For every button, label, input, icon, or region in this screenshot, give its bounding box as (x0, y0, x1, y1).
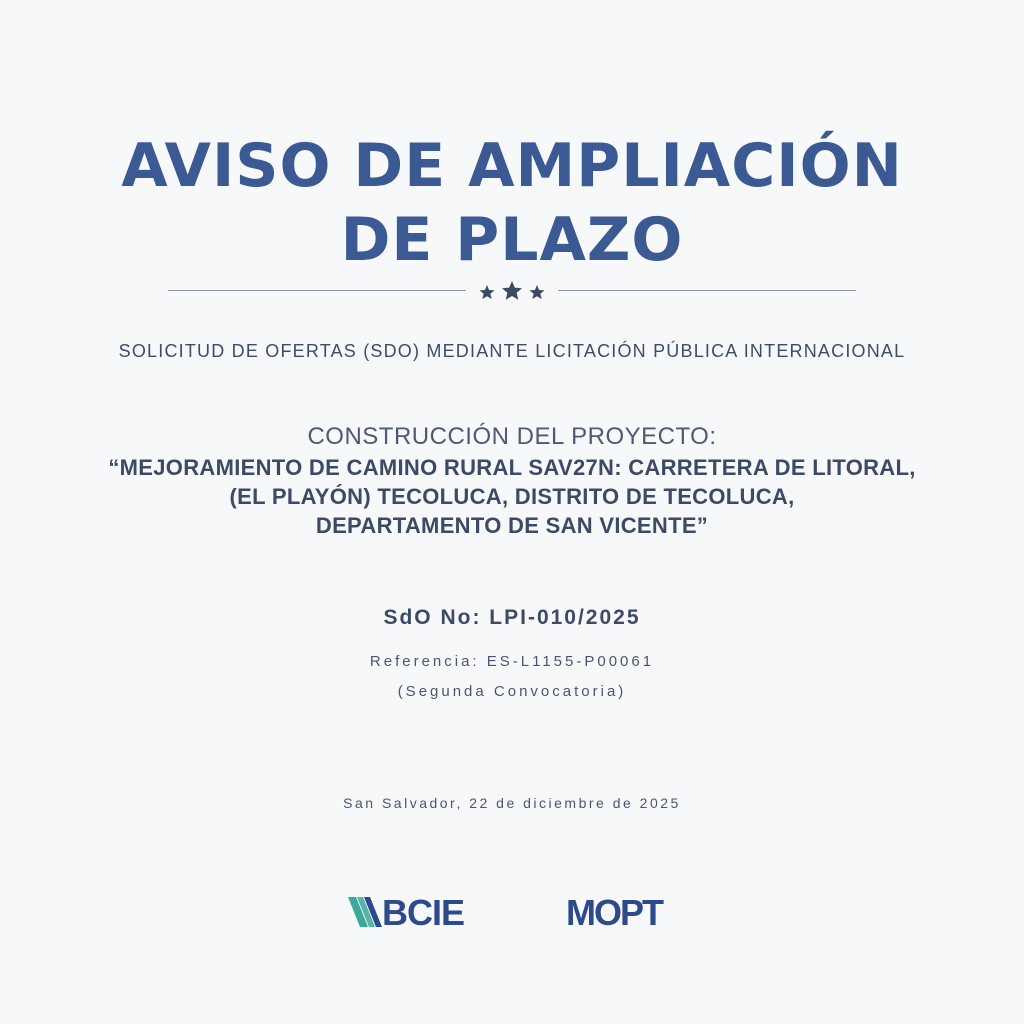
bcie-stripes-icon (348, 897, 382, 927)
project-name-line: (EL PLAYÓN) TECOLUCA, DISTRITO DE TECOLUCA, (229, 484, 795, 509)
subtitle: SOLICITUD DE OFERTAS (SDO) MEDIANTE LICITACIÓN PÚBLICA INTERNACIONAL (118, 341, 906, 361)
issue-date: San Salvador, 22 de diciembre de 2025 (343, 795, 681, 811)
divider-line-left (168, 290, 466, 291)
title-divider (168, 280, 856, 302)
project-name-line: “MEJORAMIENTO DE CAMINO RURAL SAV27N: CARRETERA DE LITORAL, (108, 455, 916, 480)
bcie-wordmark: BCIE (382, 892, 465, 933)
sdo-number: SdO No: LPI-010/2025 (383, 606, 641, 629)
project-name (30, 453, 994, 540)
divider-line-right (558, 290, 856, 291)
convocatoria: (Segunda Convocatoria) (397, 683, 627, 700)
title-line-1: AVISO DE AMPLIACIÓN (121, 131, 903, 201)
title-line-2: DE PLAZO (340, 205, 684, 275)
project-name-line: DEPARTAMENTO DE SAN VICENTE” (315, 513, 709, 538)
project-label: CONSTRUCCIÓN DEL PROYECTO: (307, 423, 717, 450)
stars-icon (474, 280, 550, 302)
bcie-logo (348, 893, 488, 933)
reference-number: Referencia: ES-L1155-P00061 (369, 653, 655, 670)
mopt-logo: MOPT (566, 892, 662, 933)
